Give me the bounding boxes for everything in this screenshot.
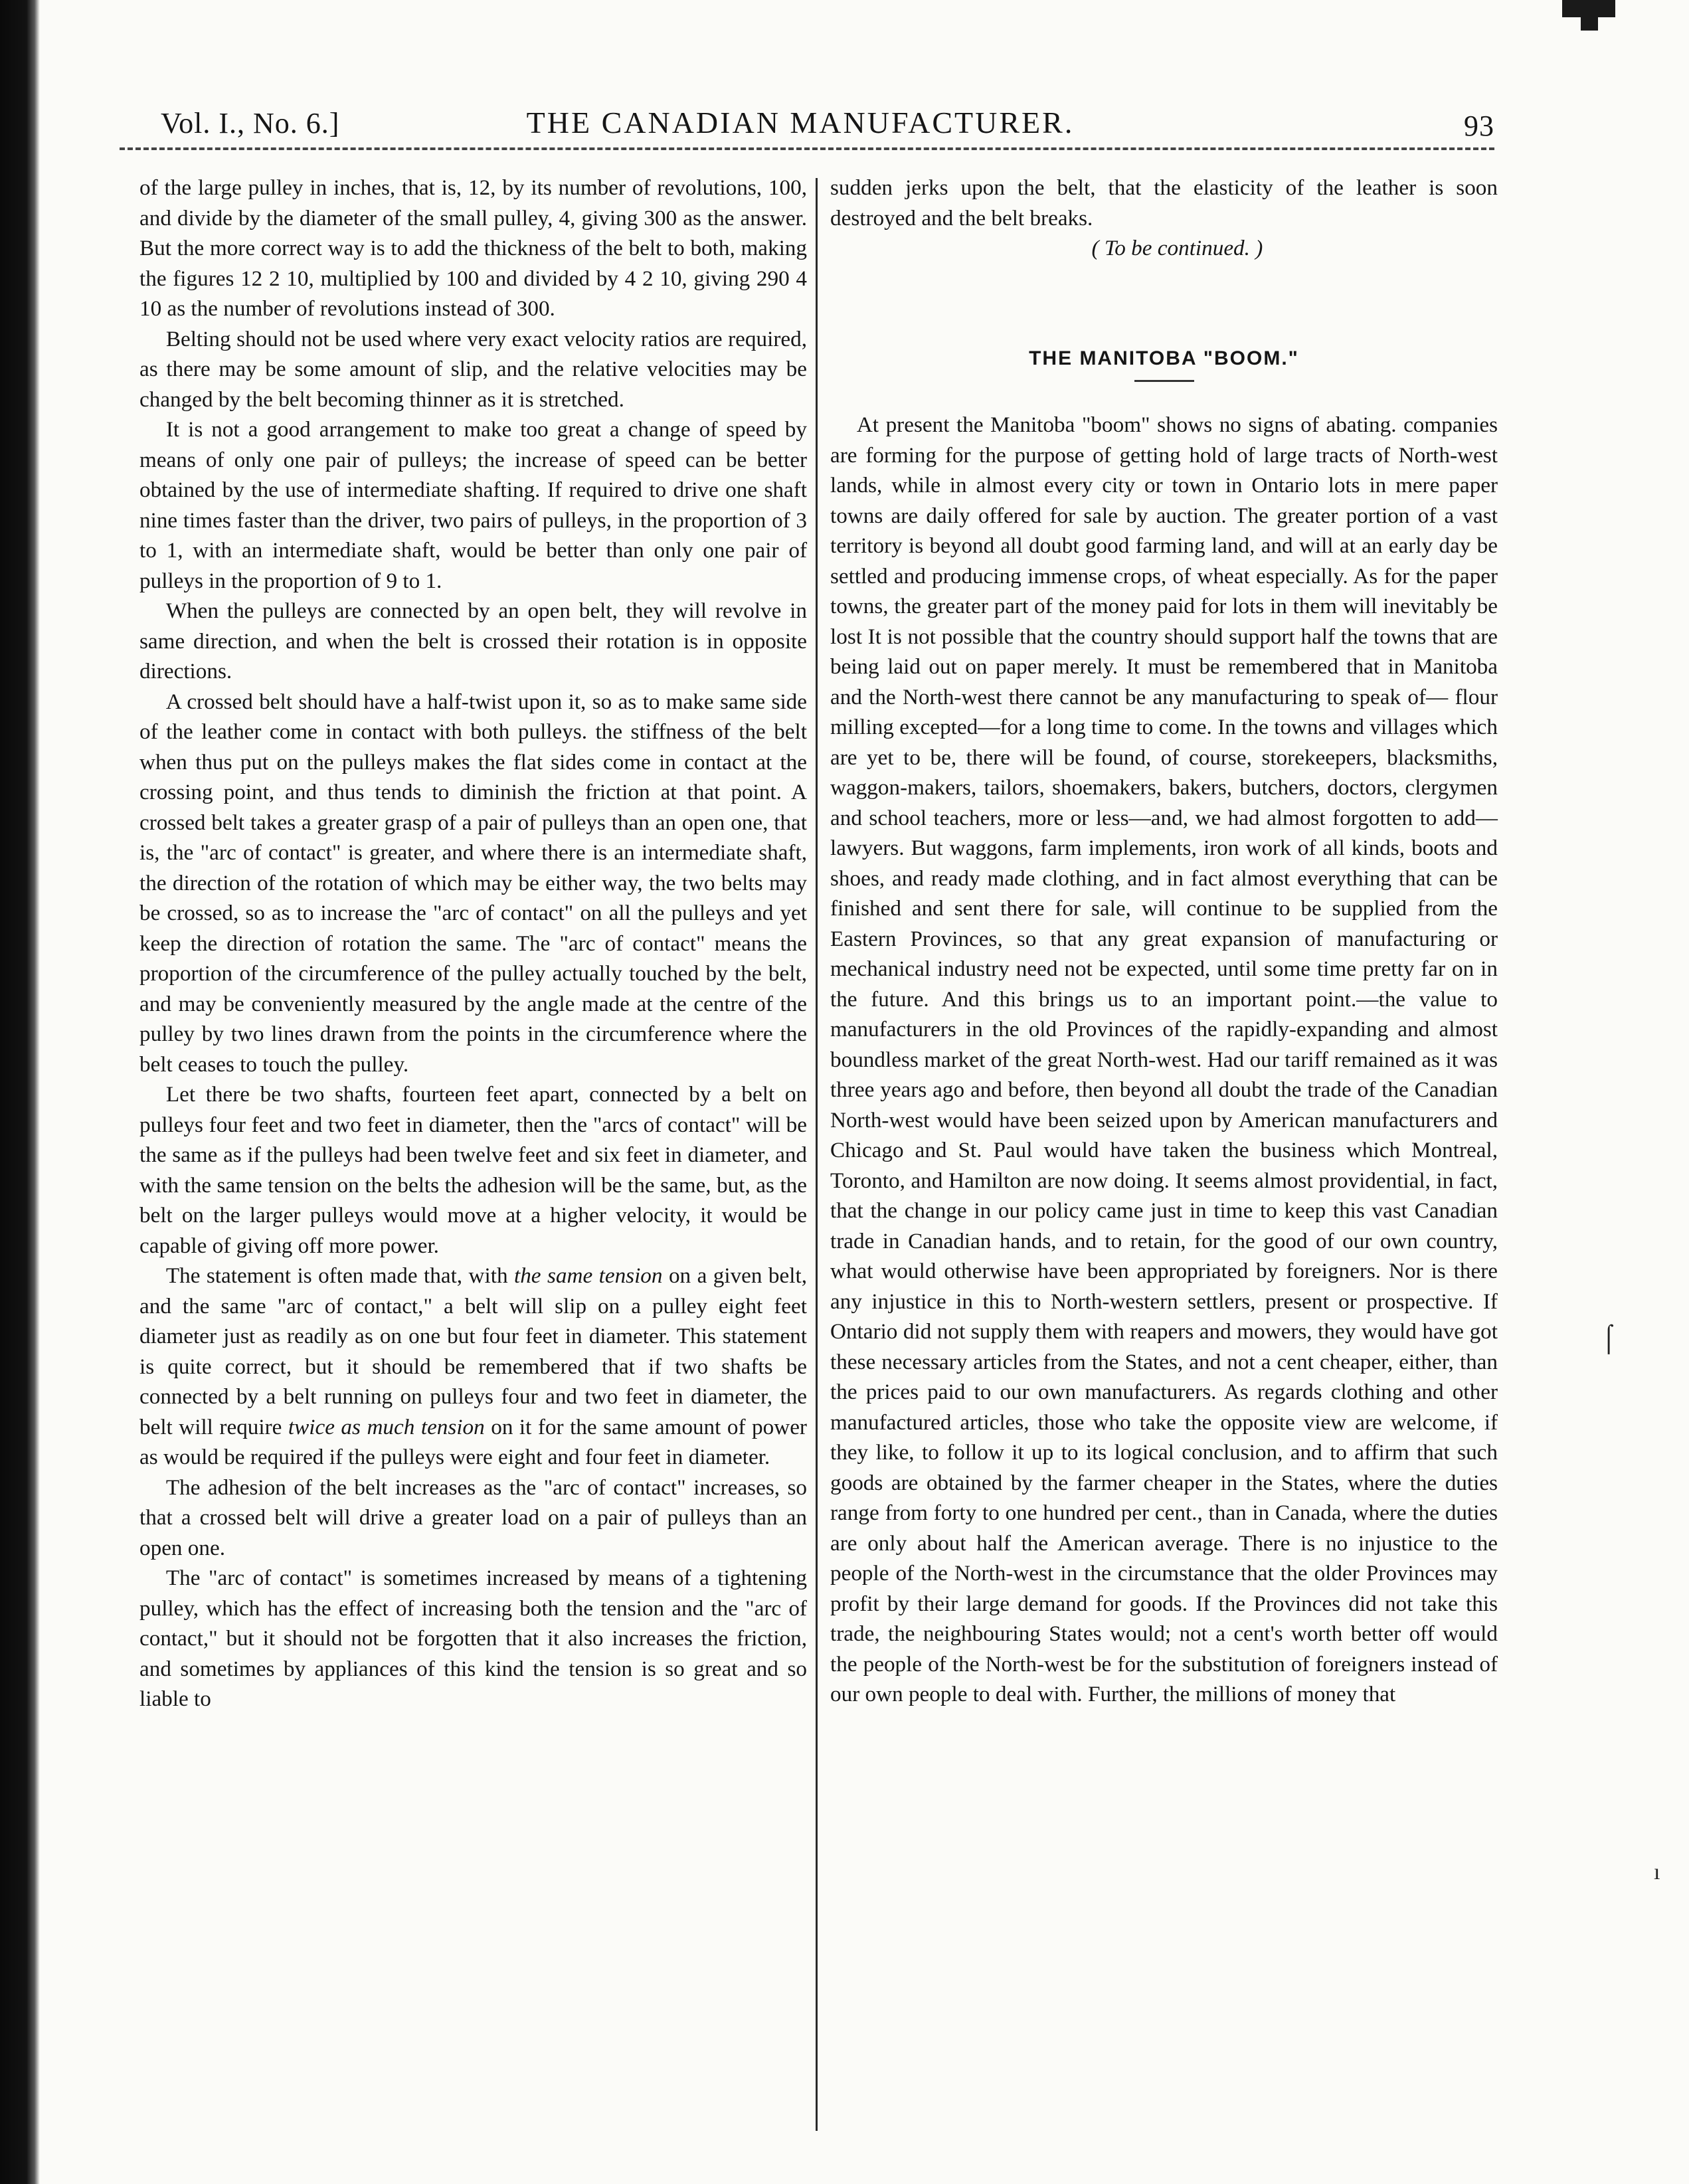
- paragraph: Let there be two shafts, fourteen feet apart, connected by a belt on pulleys four feet and two feet in diameter, then the "arcs of contact" will be the same as if the pulleys had been twelve feet and six feet in diameter, and with the same tension on the belts the adhesion will be the same, but, as the belt on the larger pulleys would move at a higher velocity, it would be capable of giving off more power.: [139, 1082, 807, 1258]
- text-run: on it for the same amount of power as would be required if the pulleys were eight and four feet in diameter.: [139, 1414, 807, 1469]
- title-rule: [1134, 380, 1194, 382]
- header-rule: [120, 147, 1494, 150]
- right-column: [830, 173, 1498, 1710]
- paragraph: When the pulleys are connected by an open belt, they will revolve in same direction, and when the belt is crossed their rotation is in opposite directions.: [139, 598, 807, 683]
- article-title: THE MANITOBA "BOOM.": [1029, 347, 1299, 369]
- paragraph: The adhesion of the belt increases as the "arc of contact" increases, so that a crossed belt will drive a greater load on a pair of pulleys than an open one.: [139, 1475, 807, 1560]
- publication-title: THE CANADIAN MANUFACTURER.: [526, 106, 1075, 139]
- scan-binding-edge: [0, 0, 40, 2184]
- italic-phrase: the same tension: [513, 1263, 663, 1288]
- paragraph: sudden jerks upon the belt, that the elasticity of the leather is soon destroyed and the belt breaks.: [830, 175, 1498, 230]
- paragraph: of the large pulley in inches, that is, 12, by its number of revolutions, 100, and divide by the diameter of the small pulley, 4, giving 300 as the answer. But the more correct way is to add the thickness of the belt to both, making the figures 12 2 10, multiplied by 100 and divided by 4 2 10, giving 290 4 10 as the number of revolutions instead of 300.: [139, 175, 807, 321]
- paragraph: [139, 1261, 807, 1473]
- paragraph: At present the Manitoba "boom" shows no signs of abating. companies are forming for the purpose of getting hold of large tracts of North-west lands, while in almost every city or town in Ontario lots in mere paper towns are daily offered for sale by auction. The greater portion of a vast territory is beyond all doubt good farming land, and will at an early day be settled and producing immense crops, of wheat especially. As for the paper towns, the greater part of the money paid for lots in them will inevitably be lost It is not possible that the country should support half the towns that are being laid out on paper merely. It must be remembered that in Manitoba and the North-west there cannot be any manufacturing to speak of— flour milling excepted—for a long time to come. In the towns and villages which are yet to be, there will be found, of course, storekeepers, blacksmiths, waggon-makers, tailors, shoemakers, bakers, butchers, doctors, clergymen and school teachers, more or less—and, we had almost forgotten to add—lawyers. But waggons, farm implements, iron work of all kinds, boots and shoes, and ready made clothing, and in fact almost everything that can be finished and sent there for sale, will continue to be supplied from the Eastern Provinces, so that any great expansion of manufacturing or mechanical industry need not be expected, until some time pretty far on in the future. And this brings us to an important point.—the value to manufacturers in the old Provinces of the rapidly-expanding and almost boundless market of the great North-west. Had our tariff remained as it was three years ago and before, then beyond all doubt the trade of the Canadian North-west would have been seized upon by American manufacturers and Chicago and St. Paul would have taken the business which Montreal, Toronto, and Hamilton are now doing. It seems almost providential, in fact, that the change in our policy came just in time to keep this vast Canadian trade in Canadian hands, and to retain, for the good of our own country, what would otherwise have been appropriated by foreigners. Nor is there any injustice in this to North-western settlers, present or prospective. If Ontario did not supply them with reapers and mowers, they would have got these necessary articles from the States, and not a cent cheaper, either, than the prices paid to our own manufacturers. As regards clothing and other manufactured articles, those who take the opposite view are welcome, if they like, to follow it up to its logical conclusion, and to affirm that such goods are obtained by the farmer cheaper in the States, where the duties range from forty to one hundred per cent., than in Canada, where the duties are only about half the American average. There is no injustice to the people of the North-west in the circumstance that the older Provinces may profit by their large demand for goods. If the Provinces did not take this trade, the neighbouring States would; not a cent's worth better off would the people of the North-west be for the substitution of foreigners instead of our own people to deal with. Further, the millions of money that: [830, 412, 1498, 1706]
- to-be-continued-note: ( To be continued. ): [1091, 236, 1263, 260]
- text-run: The statement is often made that, with: [165, 1263, 514, 1288]
- text-run: on a given belt, and the same "arc of contact," a belt will slip on a pulley eight feet diameter just as readily as on one but four feet in diameter. This statement is quite correct, but it should be remembered that if two shafts be connected by a belt running on pulleys four and two feet in diameter, the belt will require: [139, 1263, 807, 1439]
- scan-corner-mark: [1562, 0, 1615, 17]
- page-number: 93: [1464, 110, 1494, 142]
- italic-phrase: twice as much tension: [288, 1414, 485, 1439]
- margin-mark: ı: [1654, 1860, 1660, 1884]
- page-header: [106, 100, 1494, 146]
- paragraph: A crossed belt should have a half-twist upon it, so as to make same side of the leather come in contact with both pulleys. the stiffness of the belt when thus put on the pulleys makes the flat sides come in contact at the crossing point, and thus tends to diminish the friction at that point. A crossed belt takes a greater grasp of a pair of pulleys than an open one, that is, the "arc of contact" is greater, and where there is an intermediate shaft, the direction of the rotation of which may be either way, the two belts may be crossed, so as to increase the "arc of contact" on all the pulleys and yet keep the direction of rotation the same. The "arc of contact" means the proportion of the circumference of the pulley actually touched by the belt, and may be conveniently measured by the angle made at the centre of the pulley by two lines drawn from the points in the circumference where the belt ceases to touch the pulley.: [139, 689, 807, 1077]
- paragraph: Belting should not be used where very exact velocity ratios are required, as there may be some amount of slip, and the relative velocities may be changed by the belt becoming thinner as it is stretched.: [139, 326, 807, 412]
- column-divider: [816, 178, 818, 2131]
- paragraph: It is not a good arrangement to make too great a change of speed by means of only one pair of pulleys; the increase of speed can be better obtained by the use of intermediate shafting. If required to drive one shaft nine times faster than the driver, two pairs of pulleys, in the proportion of 3 to 1, with an intermediate shaft, would be better than only one pair of pulleys in the proportion of 9 to 1.: [139, 417, 807, 593]
- margin-mark: ⌠: [1601, 1322, 1617, 1352]
- volume-number: Vol. I., No. 6.]: [161, 107, 340, 139]
- left-column: [139, 173, 807, 1714]
- paragraph: The "arc of contact" is sometimes increased by means of a tightening pulley, which has the effect of increasing both the tension and the "arc of contact," but it should not be forgotten that it also increases the friction, and sometimes by appliances of this kind the tension is so great and so liable to: [139, 1566, 807, 1711]
